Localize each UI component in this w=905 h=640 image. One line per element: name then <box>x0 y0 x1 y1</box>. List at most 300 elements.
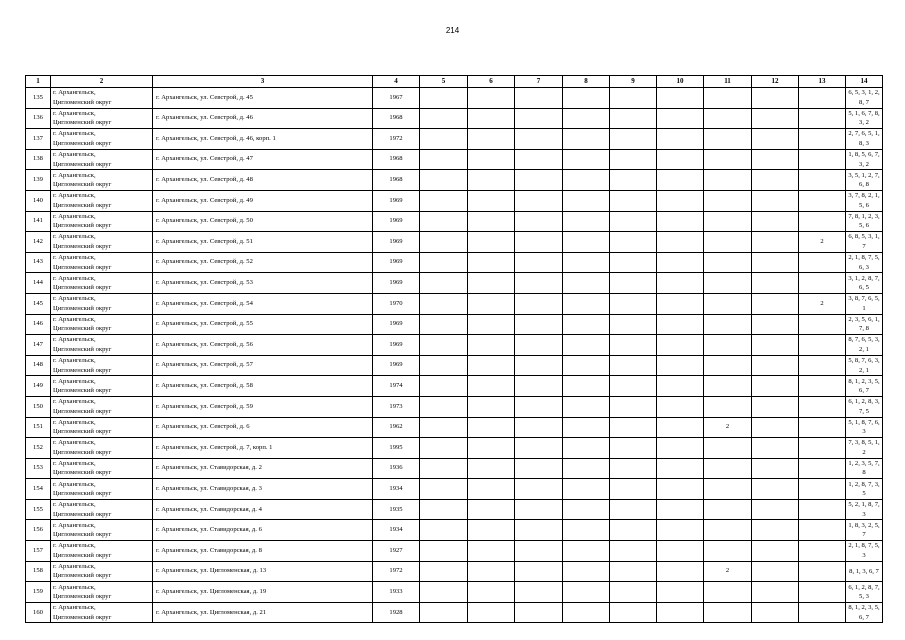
column-header-9: 9 <box>610 76 657 88</box>
year-cell: 1969 <box>373 232 420 253</box>
address-cell: г. Архангельск, ул. Севстрой, д. 50 <box>153 211 373 232</box>
column-10-cell <box>657 170 704 191</box>
column-13-cell <box>799 129 846 150</box>
column-12-cell <box>752 335 799 356</box>
district-cell-line: Цигломенский округ <box>53 448 112 456</box>
column-14-cell <box>846 541 883 562</box>
district-cell <box>51 355 153 376</box>
column-11-cell <box>704 190 752 211</box>
column-9-cell <box>610 561 657 582</box>
column-6-cell <box>468 479 515 500</box>
column-13-cell <box>799 499 846 520</box>
year-cell: 1970 <box>373 293 420 314</box>
district-cell <box>51 232 153 253</box>
year-cell: 1928 <box>373 602 420 623</box>
column-12-cell <box>752 561 799 582</box>
column-5-cell <box>420 355 468 376</box>
year-cell: 1974 <box>373 376 420 397</box>
column-10-cell <box>657 232 704 253</box>
column-7-cell <box>515 458 563 479</box>
column-14-cell-line: 5 <box>862 490 866 498</box>
column-5-cell <box>420 541 468 562</box>
column-13-cell <box>799 88 846 109</box>
district-cell-line: Цигломенский округ <box>53 242 112 250</box>
district-cell <box>51 582 153 603</box>
row-number: 140 <box>26 190 51 211</box>
table-row <box>26 314 883 335</box>
column-10-cell <box>657 273 704 294</box>
district-cell-line: Цигломенский округ <box>53 284 112 292</box>
column-14-cell-line: 8, 3 <box>859 139 869 147</box>
year-cell: 1968 <box>373 170 420 191</box>
district-cell-line: Цигломенский округ <box>53 304 112 312</box>
column-14-cell-line: 3, 2 <box>859 160 869 168</box>
column-8-cell <box>563 458 610 479</box>
column-7-cell <box>515 108 563 129</box>
district-cell-line: Цигломенский округ <box>53 469 112 477</box>
table-body <box>26 88 883 623</box>
column-14-cell <box>846 438 883 459</box>
column-header-14: 14 <box>846 76 883 88</box>
column-11-cell <box>704 479 752 500</box>
table-row <box>26 108 883 129</box>
column-9-cell <box>610 499 657 520</box>
column-13-cell <box>799 190 846 211</box>
column-10-cell <box>657 211 704 232</box>
column-9-cell <box>610 314 657 335</box>
column-11-cell <box>704 293 752 314</box>
column-11-cell: 2 <box>704 417 752 438</box>
table-row <box>26 458 883 479</box>
table-row <box>26 602 883 623</box>
column-14-cell-line: 6, 1, 2, 8, 7, <box>848 583 880 591</box>
column-14-cell-line: 3, 1, 2, 8, 7, <box>848 274 880 282</box>
column-9-cell <box>610 88 657 109</box>
column-6-cell <box>468 108 515 129</box>
column-6-cell <box>468 232 515 253</box>
column-7-cell <box>515 582 563 603</box>
column-8-cell <box>563 232 610 253</box>
column-10-cell <box>657 335 704 356</box>
column-14-cell-line: 3, 7, 8, 2, 1, <box>848 192 880 200</box>
column-9-cell <box>610 396 657 417</box>
year-cell: 1933 <box>373 582 420 603</box>
column-12-cell <box>752 499 799 520</box>
column-header-7: 7 <box>515 76 563 88</box>
row-number: 141 <box>26 211 51 232</box>
column-8-cell <box>563 252 610 273</box>
column-7-cell <box>515 520 563 541</box>
column-7-cell <box>515 479 563 500</box>
district-cell-line: г. Архангельск, <box>53 192 96 200</box>
column-12-cell <box>752 438 799 459</box>
district-cell-line: Цигломенский округ <box>53 407 112 415</box>
row-number: 138 <box>26 149 51 170</box>
address-cell: г. Архангельск, ул. Севстрой, д. 47 <box>153 149 373 170</box>
row-number: 146 <box>26 314 51 335</box>
column-10-cell <box>657 376 704 397</box>
address-cell: г. Архангельск, ул. Севстрой, д. 54 <box>153 293 373 314</box>
column-8-cell <box>563 396 610 417</box>
column-14-cell-line: 5, 1, 6, 7, 8, <box>848 109 880 117</box>
column-header-11: 11 <box>704 76 752 88</box>
column-13-cell <box>799 108 846 129</box>
column-14-cell-line: 6, 5, 3, 1, 2, <box>848 89 880 97</box>
district-cell-line: г. Архангельск, <box>53 377 96 385</box>
district-cell-line: г. Архангельск, <box>53 151 96 159</box>
table-row <box>26 293 883 314</box>
column-7-cell <box>515 273 563 294</box>
column-14-cell <box>846 129 883 150</box>
district-cell <box>51 129 153 150</box>
column-6-cell <box>468 438 515 459</box>
column-12-cell <box>752 417 799 438</box>
column-8-cell <box>563 438 610 459</box>
column-12-cell <box>752 232 799 253</box>
column-10-cell <box>657 355 704 376</box>
column-11-cell <box>704 541 752 562</box>
year-cell: 1972 <box>373 561 420 582</box>
column-11-cell <box>704 314 752 335</box>
column-8-cell <box>563 335 610 356</box>
district-cell-line: г. Архангельск, <box>53 583 96 591</box>
row-number: 137 <box>26 129 51 150</box>
column-11-cell <box>704 273 752 294</box>
address-cell: г. Архангельск, ул. Севстрой, д. 52 <box>153 252 373 273</box>
column-6-cell <box>468 190 515 211</box>
column-13-cell <box>799 335 846 356</box>
table-row <box>26 129 883 150</box>
column-14-cell-line: 8, 7 <box>859 98 869 106</box>
table-row <box>26 149 883 170</box>
district-cell-line: Цигломенский округ <box>53 160 112 168</box>
column-12-cell <box>752 355 799 376</box>
column-11-cell <box>704 499 752 520</box>
district-cell-line: Цигломенский округ <box>53 345 112 353</box>
column-9-cell <box>610 190 657 211</box>
column-9-cell <box>610 293 657 314</box>
column-10-cell <box>657 129 704 150</box>
district-cell <box>51 602 153 623</box>
row-number: 154 <box>26 479 51 500</box>
column-11-cell <box>704 376 752 397</box>
table-row <box>26 232 883 253</box>
column-7-cell <box>515 376 563 397</box>
column-9-cell <box>610 211 657 232</box>
column-14-cell <box>846 479 883 500</box>
column-14-cell-line: 7, 8, 1, 2, 3, <box>848 212 880 220</box>
table-row <box>26 561 883 582</box>
district-cell-line: Цигломенский округ <box>53 387 112 395</box>
district-cell-line: Цигломенский округ <box>53 551 112 559</box>
column-8-cell <box>563 108 610 129</box>
address-cell: г. Архангельск, ул. Севстрой, д. 46 <box>153 108 373 129</box>
table-row <box>26 211 883 232</box>
column-14-cell-line: 5, 6 <box>859 201 869 209</box>
district-cell-line: Цигломенский округ <box>53 572 112 580</box>
district-cell-line: г. Архангельск, <box>53 356 96 364</box>
column-14-cell-line: 1, 2, 8, 7, 3, <box>848 480 880 488</box>
district-cell <box>51 479 153 500</box>
row-number: 158 <box>26 561 51 582</box>
column-14-cell <box>846 211 883 232</box>
column-10-cell <box>657 149 704 170</box>
district-cell-line: г. Архангельск, <box>53 501 96 509</box>
year-cell: 1936 <box>373 458 420 479</box>
district-cell-line: г. Архангельск, <box>53 233 96 241</box>
column-12-cell <box>752 129 799 150</box>
column-11-cell <box>704 396 752 417</box>
year-cell: 1967 <box>373 88 420 109</box>
row-number: 150 <box>26 396 51 417</box>
table-row <box>26 438 883 459</box>
row-number: 147 <box>26 335 51 356</box>
column-9-cell <box>610 232 657 253</box>
column-8-cell <box>563 314 610 335</box>
column-14-cell <box>846 417 883 438</box>
column-14-cell <box>846 293 883 314</box>
column-6-cell <box>468 88 515 109</box>
column-10-cell <box>657 602 704 623</box>
table-row <box>26 170 883 191</box>
column-14-cell-line: 7, 5 <box>859 407 869 415</box>
column-10-cell <box>657 417 704 438</box>
district-cell-line: г. Архангельск, <box>53 459 96 467</box>
column-13-cell <box>799 438 846 459</box>
column-8-cell <box>563 376 610 397</box>
column-12-cell <box>752 458 799 479</box>
district-cell <box>51 314 153 335</box>
column-10-cell <box>657 88 704 109</box>
column-12-cell <box>752 582 799 603</box>
district-cell <box>51 376 153 397</box>
address-cell: г. Архангельск, ул. Севстрой, д. 56 <box>153 335 373 356</box>
column-14-cell-line: 3 <box>862 428 866 436</box>
column-7-cell <box>515 602 563 623</box>
column-14-cell <box>846 520 883 541</box>
column-11-cell <box>704 88 752 109</box>
column-14-cell-line: 5, 6 <box>859 222 869 230</box>
column-14-cell <box>846 582 883 603</box>
column-9-cell <box>610 602 657 623</box>
column-7-cell <box>515 355 563 376</box>
row-number: 151 <box>26 417 51 438</box>
row-number: 149 <box>26 376 51 397</box>
column-14-cell-line: 1, 2, 3, 5, 7, <box>848 459 880 467</box>
column-9-cell <box>610 129 657 150</box>
column-14-cell <box>846 335 883 356</box>
column-6-cell <box>468 293 515 314</box>
district-cell-line: Цигломенский округ <box>53 119 112 127</box>
column-14-cell-line: 7, 8 <box>859 325 869 333</box>
column-11-cell <box>704 520 752 541</box>
table-row <box>26 479 883 500</box>
column-7-cell <box>515 293 563 314</box>
column-8-cell <box>563 499 610 520</box>
column-12-cell <box>752 541 799 562</box>
district-cell-line: г. Архангельск, <box>53 562 96 570</box>
district-cell-line: г. Архангельск, <box>53 418 96 426</box>
column-14-cell-line: 7, 3, 8, 5, 1, <box>848 439 880 447</box>
address-cell: г. Архангельск, ул. Ставидорская, д. 4 <box>153 499 373 520</box>
address-cell: г. Архангельск, ул. Севстрой, д. 45 <box>153 88 373 109</box>
district-cell <box>51 541 153 562</box>
address-cell: г. Архангельск, ул. Цигломенская, д. 21 <box>153 602 373 623</box>
address-cell: г. Архангельск, ул. Ставидорская, д. 6 <box>153 520 373 541</box>
column-14-cell-line: 3, 8, 7, 6, 5, <box>848 295 880 303</box>
column-9-cell <box>610 520 657 541</box>
column-10-cell <box>657 314 704 335</box>
table-row <box>26 541 883 562</box>
column-10-cell <box>657 479 704 500</box>
column-5-cell <box>420 108 468 129</box>
column-header-13: 13 <box>799 76 846 88</box>
column-14-cell-line: 8 <box>862 469 866 477</box>
column-11-cell <box>704 458 752 479</box>
column-12-cell <box>752 293 799 314</box>
column-7-cell <box>515 561 563 582</box>
column-10-cell <box>657 190 704 211</box>
table-row <box>26 499 883 520</box>
column-14-cell-line: 5, 2, 1, 8, 7, <box>848 501 880 509</box>
column-5-cell <box>420 335 468 356</box>
column-6-cell <box>468 499 515 520</box>
column-14-cell <box>846 561 883 582</box>
column-8-cell <box>563 541 610 562</box>
column-6-cell <box>468 541 515 562</box>
column-13-cell <box>799 541 846 562</box>
column-14-cell-line: 2, 1, 8, 7, 5, <box>848 542 880 550</box>
column-12-cell <box>752 88 799 109</box>
row-number: 144 <box>26 273 51 294</box>
column-8-cell <box>563 170 610 191</box>
address-cell: г. Архангельск, ул. Ставидорская, д. 8 <box>153 541 373 562</box>
column-6-cell <box>468 149 515 170</box>
column-13-cell <box>799 170 846 191</box>
address-cell: г. Архангельск, ул. Севстрой, д. 51 <box>153 232 373 253</box>
district-cell <box>51 149 153 170</box>
district-cell-line: г. Архангельск, <box>53 130 96 138</box>
column-14-cell-line: 2, 1 <box>859 366 869 374</box>
column-5-cell <box>420 211 468 232</box>
column-14-cell-line: 1, 8, 5, 6, 7, <box>848 151 880 159</box>
column-13-cell <box>799 273 846 294</box>
column-12-cell <box>752 479 799 500</box>
column-10-cell <box>657 561 704 582</box>
district-cell-line: г. Архангельск, <box>53 315 96 323</box>
district-cell-line: г. Архангельск, <box>53 274 96 282</box>
district-cell <box>51 273 153 294</box>
column-14-cell <box>846 170 883 191</box>
year-cell: 1934 <box>373 520 420 541</box>
column-10-cell <box>657 458 704 479</box>
column-header-1: 1 <box>26 76 51 88</box>
column-11-cell <box>704 232 752 253</box>
year-cell: 1969 <box>373 314 420 335</box>
district-cell <box>51 499 153 520</box>
row-number: 142 <box>26 232 51 253</box>
column-10-cell <box>657 520 704 541</box>
page-number: 214 <box>445 26 460 35</box>
column-5-cell <box>420 396 468 417</box>
year-cell: 1969 <box>373 211 420 232</box>
column-5-cell <box>420 273 468 294</box>
row-number: 136 <box>26 108 51 129</box>
table-row <box>26 520 883 541</box>
district-cell-line: г. Архангельск, <box>53 171 96 179</box>
column-14-cell-line: 1, 8, 3, 2, 5, <box>848 521 880 529</box>
column-13-cell <box>799 376 846 397</box>
column-6-cell <box>468 314 515 335</box>
column-13-cell <box>799 582 846 603</box>
district-cell-line: Цигломенский округ <box>53 366 112 374</box>
column-12-cell <box>752 520 799 541</box>
column-14-cell <box>846 149 883 170</box>
column-13-cell: 2 <box>799 232 846 253</box>
column-5-cell <box>420 479 468 500</box>
column-11-cell <box>704 129 752 150</box>
row-number: 159 <box>26 582 51 603</box>
year-cell: 1973 <box>373 396 420 417</box>
district-cell-line: Цигломенский округ <box>53 139 112 147</box>
column-11-cell <box>704 170 752 191</box>
column-8-cell <box>563 273 610 294</box>
column-9-cell <box>610 479 657 500</box>
column-header-8: 8 <box>563 76 610 88</box>
column-5-cell <box>420 170 468 191</box>
column-13-cell: 2 <box>799 293 846 314</box>
column-7-cell <box>515 232 563 253</box>
column-5-cell <box>420 520 468 541</box>
column-8-cell <box>563 88 610 109</box>
column-14-cell <box>846 355 883 376</box>
column-7-cell <box>515 88 563 109</box>
address-cell: г. Архангельск, ул. Севстрой, д. 7, корп. 1 <box>153 438 373 459</box>
column-header-2: 2 <box>51 76 153 88</box>
column-6-cell <box>468 273 515 294</box>
column-8-cell <box>563 211 610 232</box>
column-14-cell <box>846 602 883 623</box>
column-7-cell <box>515 170 563 191</box>
district-cell-line: г. Архангельск, <box>53 212 96 220</box>
district-cell-line: Цигломенский округ <box>53 263 112 271</box>
column-7-cell <box>515 335 563 356</box>
column-6-cell <box>468 520 515 541</box>
column-7-cell <box>515 314 563 335</box>
column-8-cell <box>563 190 610 211</box>
table-row <box>26 88 883 109</box>
column-12-cell <box>752 602 799 623</box>
column-7-cell <box>515 499 563 520</box>
table-row <box>26 335 883 356</box>
column-10-cell <box>657 438 704 459</box>
column-14-cell-line: 6, 8, 5, 3, 1, <box>848 233 880 241</box>
column-10-cell <box>657 541 704 562</box>
row-number: 145 <box>26 293 51 314</box>
column-9-cell <box>610 541 657 562</box>
column-14-cell-line: 2, 3, 5, 6, 1, <box>848 315 880 323</box>
column-12-cell <box>752 149 799 170</box>
year-cell: 1995 <box>373 438 420 459</box>
column-9-cell <box>610 355 657 376</box>
column-header-5: 5 <box>420 76 468 88</box>
column-11-cell: 2 <box>704 561 752 582</box>
column-5-cell <box>420 293 468 314</box>
column-11-cell <box>704 438 752 459</box>
column-14-cell-line: 6, 7 <box>859 387 869 395</box>
column-5-cell <box>420 561 468 582</box>
column-14-cell-line: 6, 8 <box>859 181 869 189</box>
